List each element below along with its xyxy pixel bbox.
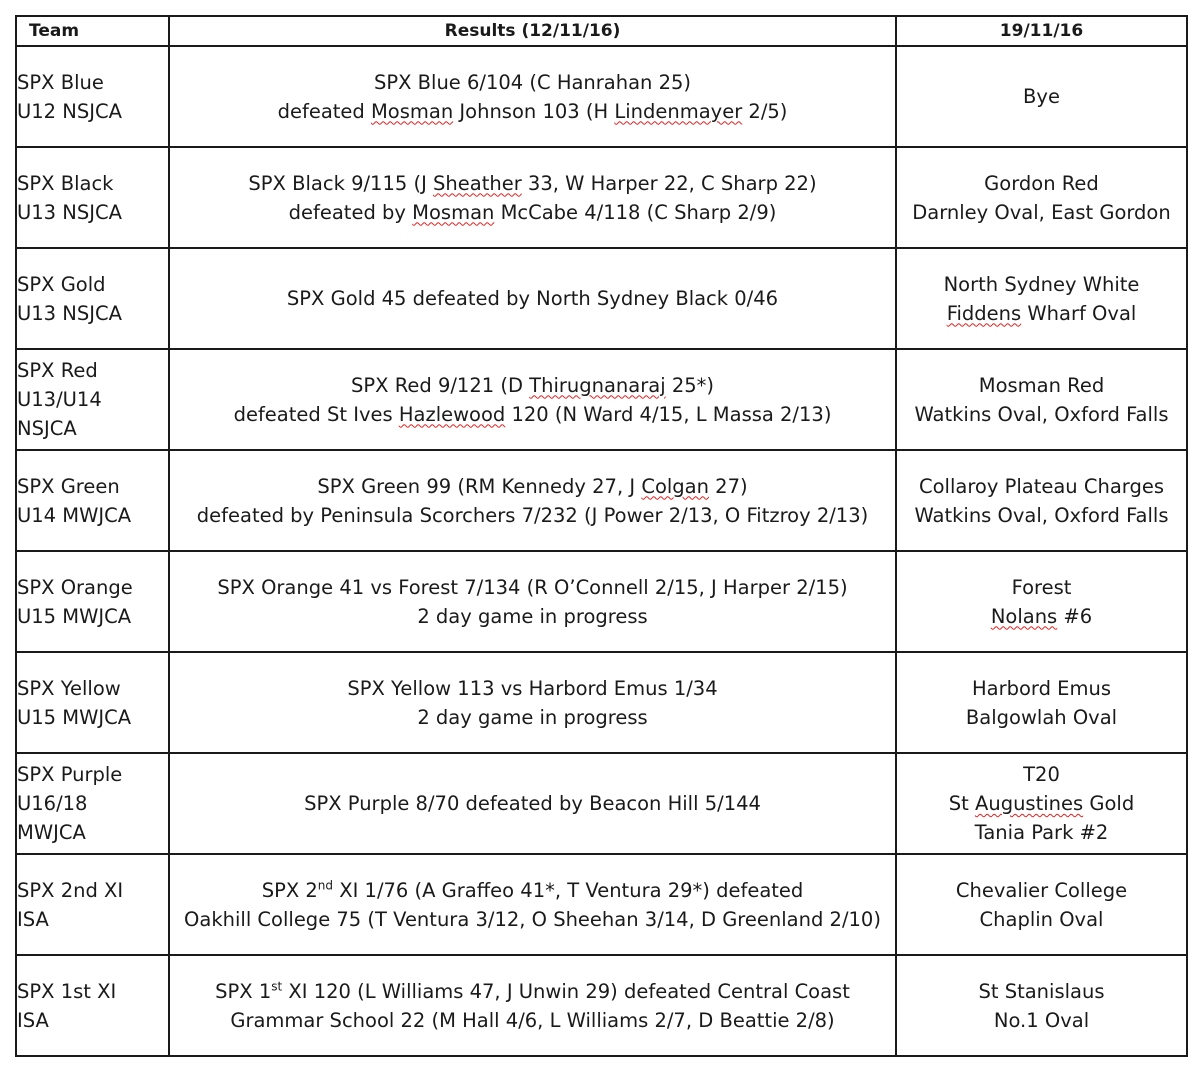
text-segment: Chevalier College xyxy=(955,878,1128,902)
text-line xyxy=(170,284,895,313)
text-line xyxy=(170,789,895,818)
text-segment: XI 1/76 (A Graffeo 41*, T Ventura 29*) defeated xyxy=(333,878,804,902)
table-row xyxy=(16,450,1187,551)
text-segment: Mosman Red xyxy=(978,373,1105,397)
text-line xyxy=(897,573,1186,602)
result-cell xyxy=(169,551,896,652)
team-cell xyxy=(16,854,169,955)
next-fixture-cell xyxy=(896,854,1187,955)
team-name-line: SPX Purple xyxy=(17,763,123,786)
text-segment: SPX Black 9/115 (J xyxy=(248,171,434,195)
spellcheck-word: Lindenmayer xyxy=(614,99,743,123)
result-cell xyxy=(169,652,896,753)
team-name-line: SPX Black xyxy=(17,171,114,195)
text-line xyxy=(170,400,895,429)
text-line xyxy=(170,573,895,602)
next-fixture-cell xyxy=(896,450,1187,551)
text-line xyxy=(170,977,895,1006)
text-segment: Watkins Oval, Oxford Falls xyxy=(914,503,1169,527)
team-name-line: U15 MWJCA xyxy=(17,604,132,628)
text-segment: SPX Orange 41 vs Forest 7/134 (R O’Connell 2/15, J Harper 2/15) xyxy=(217,575,848,599)
text-line xyxy=(897,905,1186,934)
table-row xyxy=(16,248,1187,349)
table-row xyxy=(16,854,1187,955)
text-line xyxy=(897,299,1186,328)
text-line xyxy=(170,68,895,97)
text-line xyxy=(897,501,1186,530)
team-name-line: U14 MWJCA xyxy=(17,503,132,527)
text-segment: SPX Purple 8/70 defeated by Beacon Hill 5/144 xyxy=(304,792,761,815)
text-segment: Chaplin Oval xyxy=(979,907,1104,931)
team-name-line: SPX Yellow xyxy=(17,676,121,700)
text-segment: Gold xyxy=(1083,792,1135,815)
text-segment: SPX Yellow 113 vs Harbord Emus 1/34 xyxy=(347,676,718,700)
team-name-line: U12 NSJCA xyxy=(17,99,122,123)
results-column-header: Results (12/11/16) xyxy=(169,16,896,46)
text-segment: Forest xyxy=(1011,575,1072,599)
next-fixture-cell xyxy=(896,551,1187,652)
text-line xyxy=(897,472,1186,501)
text-segment: 120 (N Ward 4/15, L Massa 2/13) xyxy=(505,402,832,426)
team-name-line: SPX 2nd XI xyxy=(17,878,124,902)
result-cell xyxy=(169,854,896,955)
text-segment: #6 xyxy=(1057,604,1093,628)
result-cell xyxy=(169,147,896,248)
team-name-line: ISA xyxy=(17,907,49,931)
team-cell xyxy=(16,450,169,551)
text-line xyxy=(170,674,895,703)
text-segment: Oakhill College 75 (T Ventura 3/12, O Sheehan 3/14, D Greenland 2/10) xyxy=(184,907,881,931)
team-name-line: U15 MWJCA xyxy=(17,705,132,729)
spellcheck-word: Mosman xyxy=(370,99,454,123)
text-line xyxy=(170,1006,895,1035)
table-row xyxy=(16,551,1187,652)
next-fixture-cell xyxy=(896,147,1187,248)
spellcheck-word: Mosman xyxy=(412,200,495,224)
team-column-header: Team xyxy=(16,16,169,46)
result-cell xyxy=(169,46,896,147)
text-segment: Darnley Oval, East Gordon xyxy=(912,200,1171,224)
text-segment: Gordon Red xyxy=(984,171,1099,195)
text-segment: 2 day game in progress xyxy=(417,705,648,729)
text-line xyxy=(897,169,1186,198)
team-name-line: U13 NSJCA xyxy=(17,200,122,224)
team-name-line: SPX Gold xyxy=(17,272,106,296)
spellcheck-word: Colgan xyxy=(641,474,709,498)
text-segment: Johnson 103 (H xyxy=(453,99,615,123)
team-cell xyxy=(16,46,169,147)
text-line xyxy=(897,876,1186,905)
text-line xyxy=(897,760,1186,789)
text-segment: SPX 1 xyxy=(215,979,272,1003)
text-segment: defeated by xyxy=(288,200,413,224)
text-segment: 27) xyxy=(708,474,748,498)
text-line xyxy=(170,371,895,400)
table-row xyxy=(16,652,1187,753)
results-table xyxy=(15,15,1188,1057)
spellcheck-word: Thirugnanaraj xyxy=(529,373,666,397)
next-fixture-cell xyxy=(896,652,1187,753)
team-name-line: ISA xyxy=(17,1008,49,1032)
text-segment: 2/5) xyxy=(742,99,788,123)
table-row xyxy=(16,46,1187,147)
text-line xyxy=(897,789,1186,818)
text-segment: SPX Blue 6/104 (C Hanrahan 25) xyxy=(373,70,692,94)
text-line xyxy=(170,905,895,934)
text-segment: North Sydney White xyxy=(943,272,1140,296)
text-segment: 25*) xyxy=(665,373,714,397)
result-cell xyxy=(169,450,896,551)
team-cell xyxy=(16,652,169,753)
text-segment: Balgowlah Oval xyxy=(965,705,1118,729)
spellcheck-word: Nolans xyxy=(990,604,1058,628)
spellcheck-word: Fiddens xyxy=(946,301,1022,325)
team-cell xyxy=(16,147,169,248)
spellcheck-word: Sheather xyxy=(433,171,522,195)
text-line xyxy=(170,703,895,732)
next-fixture-cell xyxy=(896,248,1187,349)
team-cell xyxy=(16,248,169,349)
text-line xyxy=(170,169,895,198)
text-segment: Harbord Emus xyxy=(971,676,1112,700)
text-segment: McCabe 4/118 (C Sharp 2/9) xyxy=(494,200,777,224)
text-line xyxy=(897,818,1186,847)
text-line xyxy=(170,472,895,501)
spellcheck-word: Augustines xyxy=(975,792,1084,815)
ordinal-suffix: st xyxy=(271,979,283,993)
team-name-line: SPX Blue xyxy=(17,70,104,94)
table-row xyxy=(16,147,1187,248)
team-name-line: U16/18 xyxy=(17,792,88,815)
text-line xyxy=(170,97,895,126)
text-segment: defeated St Ives xyxy=(233,402,399,426)
team-name-line: MWJCA xyxy=(17,821,86,844)
text-segment: St xyxy=(948,792,975,815)
result-cell xyxy=(169,753,896,854)
next-fixture-cell xyxy=(896,46,1187,147)
table-row xyxy=(16,753,1187,854)
header-row xyxy=(16,16,1187,46)
text-line xyxy=(897,977,1186,1006)
text-segment: Watkins Oval, Oxford Falls xyxy=(914,402,1169,426)
text-line xyxy=(170,876,895,905)
team-cell xyxy=(16,753,169,854)
team-name-line: SPX Orange xyxy=(17,575,133,599)
text-line xyxy=(897,1006,1186,1035)
text-line xyxy=(170,501,895,530)
team-name-line: U13/U14 xyxy=(17,388,102,411)
text-line xyxy=(897,82,1186,111)
text-segment: No.1 Oval xyxy=(993,1008,1090,1032)
text-segment: defeated xyxy=(277,99,371,123)
text-line xyxy=(897,674,1186,703)
text-segment: St Stanislaus xyxy=(978,979,1105,1003)
text-line xyxy=(897,703,1186,732)
text-segment: SPX Gold 45 defeated by North Sydney Black 0/46 xyxy=(286,287,779,310)
team-name-line: U13 NSJCA xyxy=(17,301,122,325)
team-name-line: SPX Red xyxy=(17,359,98,382)
text-line xyxy=(897,371,1186,400)
text-segment: Tania Park #2 xyxy=(974,821,1109,844)
text-segment: 2 day game in progress xyxy=(417,604,648,628)
text-line xyxy=(897,270,1186,299)
text-line xyxy=(170,198,895,227)
text-segment: SPX Red 9/121 (D xyxy=(351,373,530,397)
text-segment: Collaroy Plateau Charges xyxy=(919,474,1164,498)
next-fixture-cell xyxy=(896,753,1187,854)
text-segment: 33, W Harper 22, C Sharp 22) xyxy=(521,171,817,195)
text-segment: XI 120 (L Williams 47, J Unwin 29) defeated Central Coast xyxy=(282,979,850,1003)
team-cell xyxy=(16,551,169,652)
text-segment: SPX Green 99 (RM Kennedy 27, J xyxy=(317,474,642,498)
text-segment: Bye xyxy=(1023,85,1060,108)
ordinal-suffix: nd xyxy=(317,878,334,892)
team-cell xyxy=(16,349,169,450)
text-segment: defeated by Peninsula Scorchers 7/232 (J Power 2/13, O Fitzroy 2/13) xyxy=(196,503,869,527)
text-line xyxy=(170,602,895,631)
team-name-line: SPX Green xyxy=(17,474,120,498)
text-line xyxy=(897,400,1186,429)
team-name-line: SPX 1st XI xyxy=(17,979,117,1003)
table-row xyxy=(16,955,1187,1056)
team-name-line: NSJCA xyxy=(17,417,77,440)
next-round-column-header: 19/11/16 xyxy=(896,16,1187,46)
text-segment: Wharf Oval xyxy=(1021,301,1137,325)
text-segment: T20 xyxy=(1023,763,1060,786)
text-segment: SPX 2 xyxy=(261,878,318,902)
text-segment: Grammar School 22 (M Hall 4/6, L Williams 2/7, D Beattie 2/8) xyxy=(230,1008,835,1032)
next-fixture-cell xyxy=(896,349,1187,450)
result-cell xyxy=(169,349,896,450)
table-row xyxy=(16,349,1187,450)
spellcheck-word: Hazlewood xyxy=(398,402,506,426)
text-line xyxy=(897,602,1186,631)
next-fixture-cell xyxy=(896,955,1187,1056)
result-cell xyxy=(169,955,896,1056)
text-line xyxy=(897,198,1186,227)
result-cell xyxy=(169,248,896,349)
team-cell xyxy=(16,955,169,1056)
